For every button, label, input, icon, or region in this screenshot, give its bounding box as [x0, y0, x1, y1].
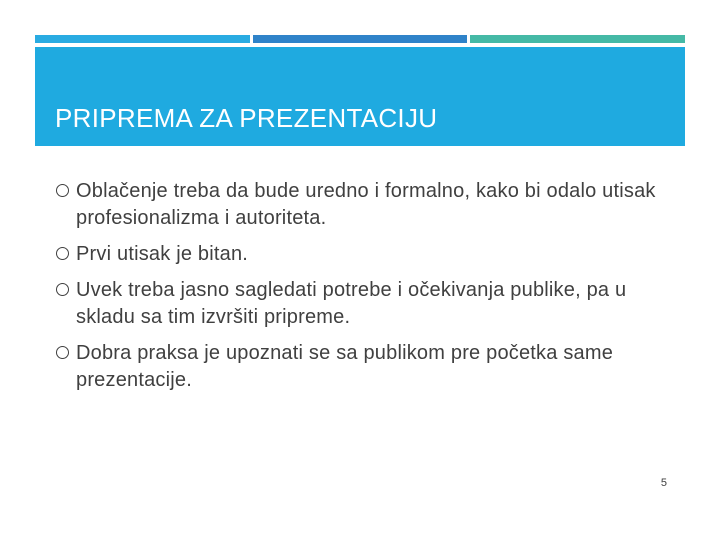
bullet-text: Dobra praksa je upoznati se sa publikom pre početka same prezentacije. [76, 342, 614, 391]
hollow-circle-icon [56, 247, 69, 260]
slide-title: PRIPREMA ZA PREZENTACIJU [55, 103, 438, 133]
bullet-list [56, 178, 686, 394]
hollow-circle-icon [56, 184, 69, 197]
title-band [35, 47, 685, 146]
bullet-item [56, 178, 686, 232]
header-stripes [35, 35, 685, 43]
bullet-text: Prvi utisak je bitan. [76, 243, 249, 265]
bullet-item [56, 340, 686, 394]
bullet-text: Uvek treba jasno sagledati potrebe i očekivanja publike, pa u skladu sa tim izvršiti pripreme. [76, 279, 627, 328]
header-stripe-1 [35, 35, 250, 43]
hollow-circle-icon [56, 283, 69, 296]
header-stripe-3 [470, 35, 685, 43]
hollow-circle-icon [56, 346, 69, 359]
bullet-item [56, 241, 686, 268]
bullet-text: Oblačenje treba da bude uredno i formalno, kako bi odalo utisak profesionalizma i autoriteta. [76, 180, 656, 229]
header-stripe-2 [253, 35, 467, 43]
bullet-item [56, 277, 686, 331]
slide-number: 5 [660, 477, 667, 489]
